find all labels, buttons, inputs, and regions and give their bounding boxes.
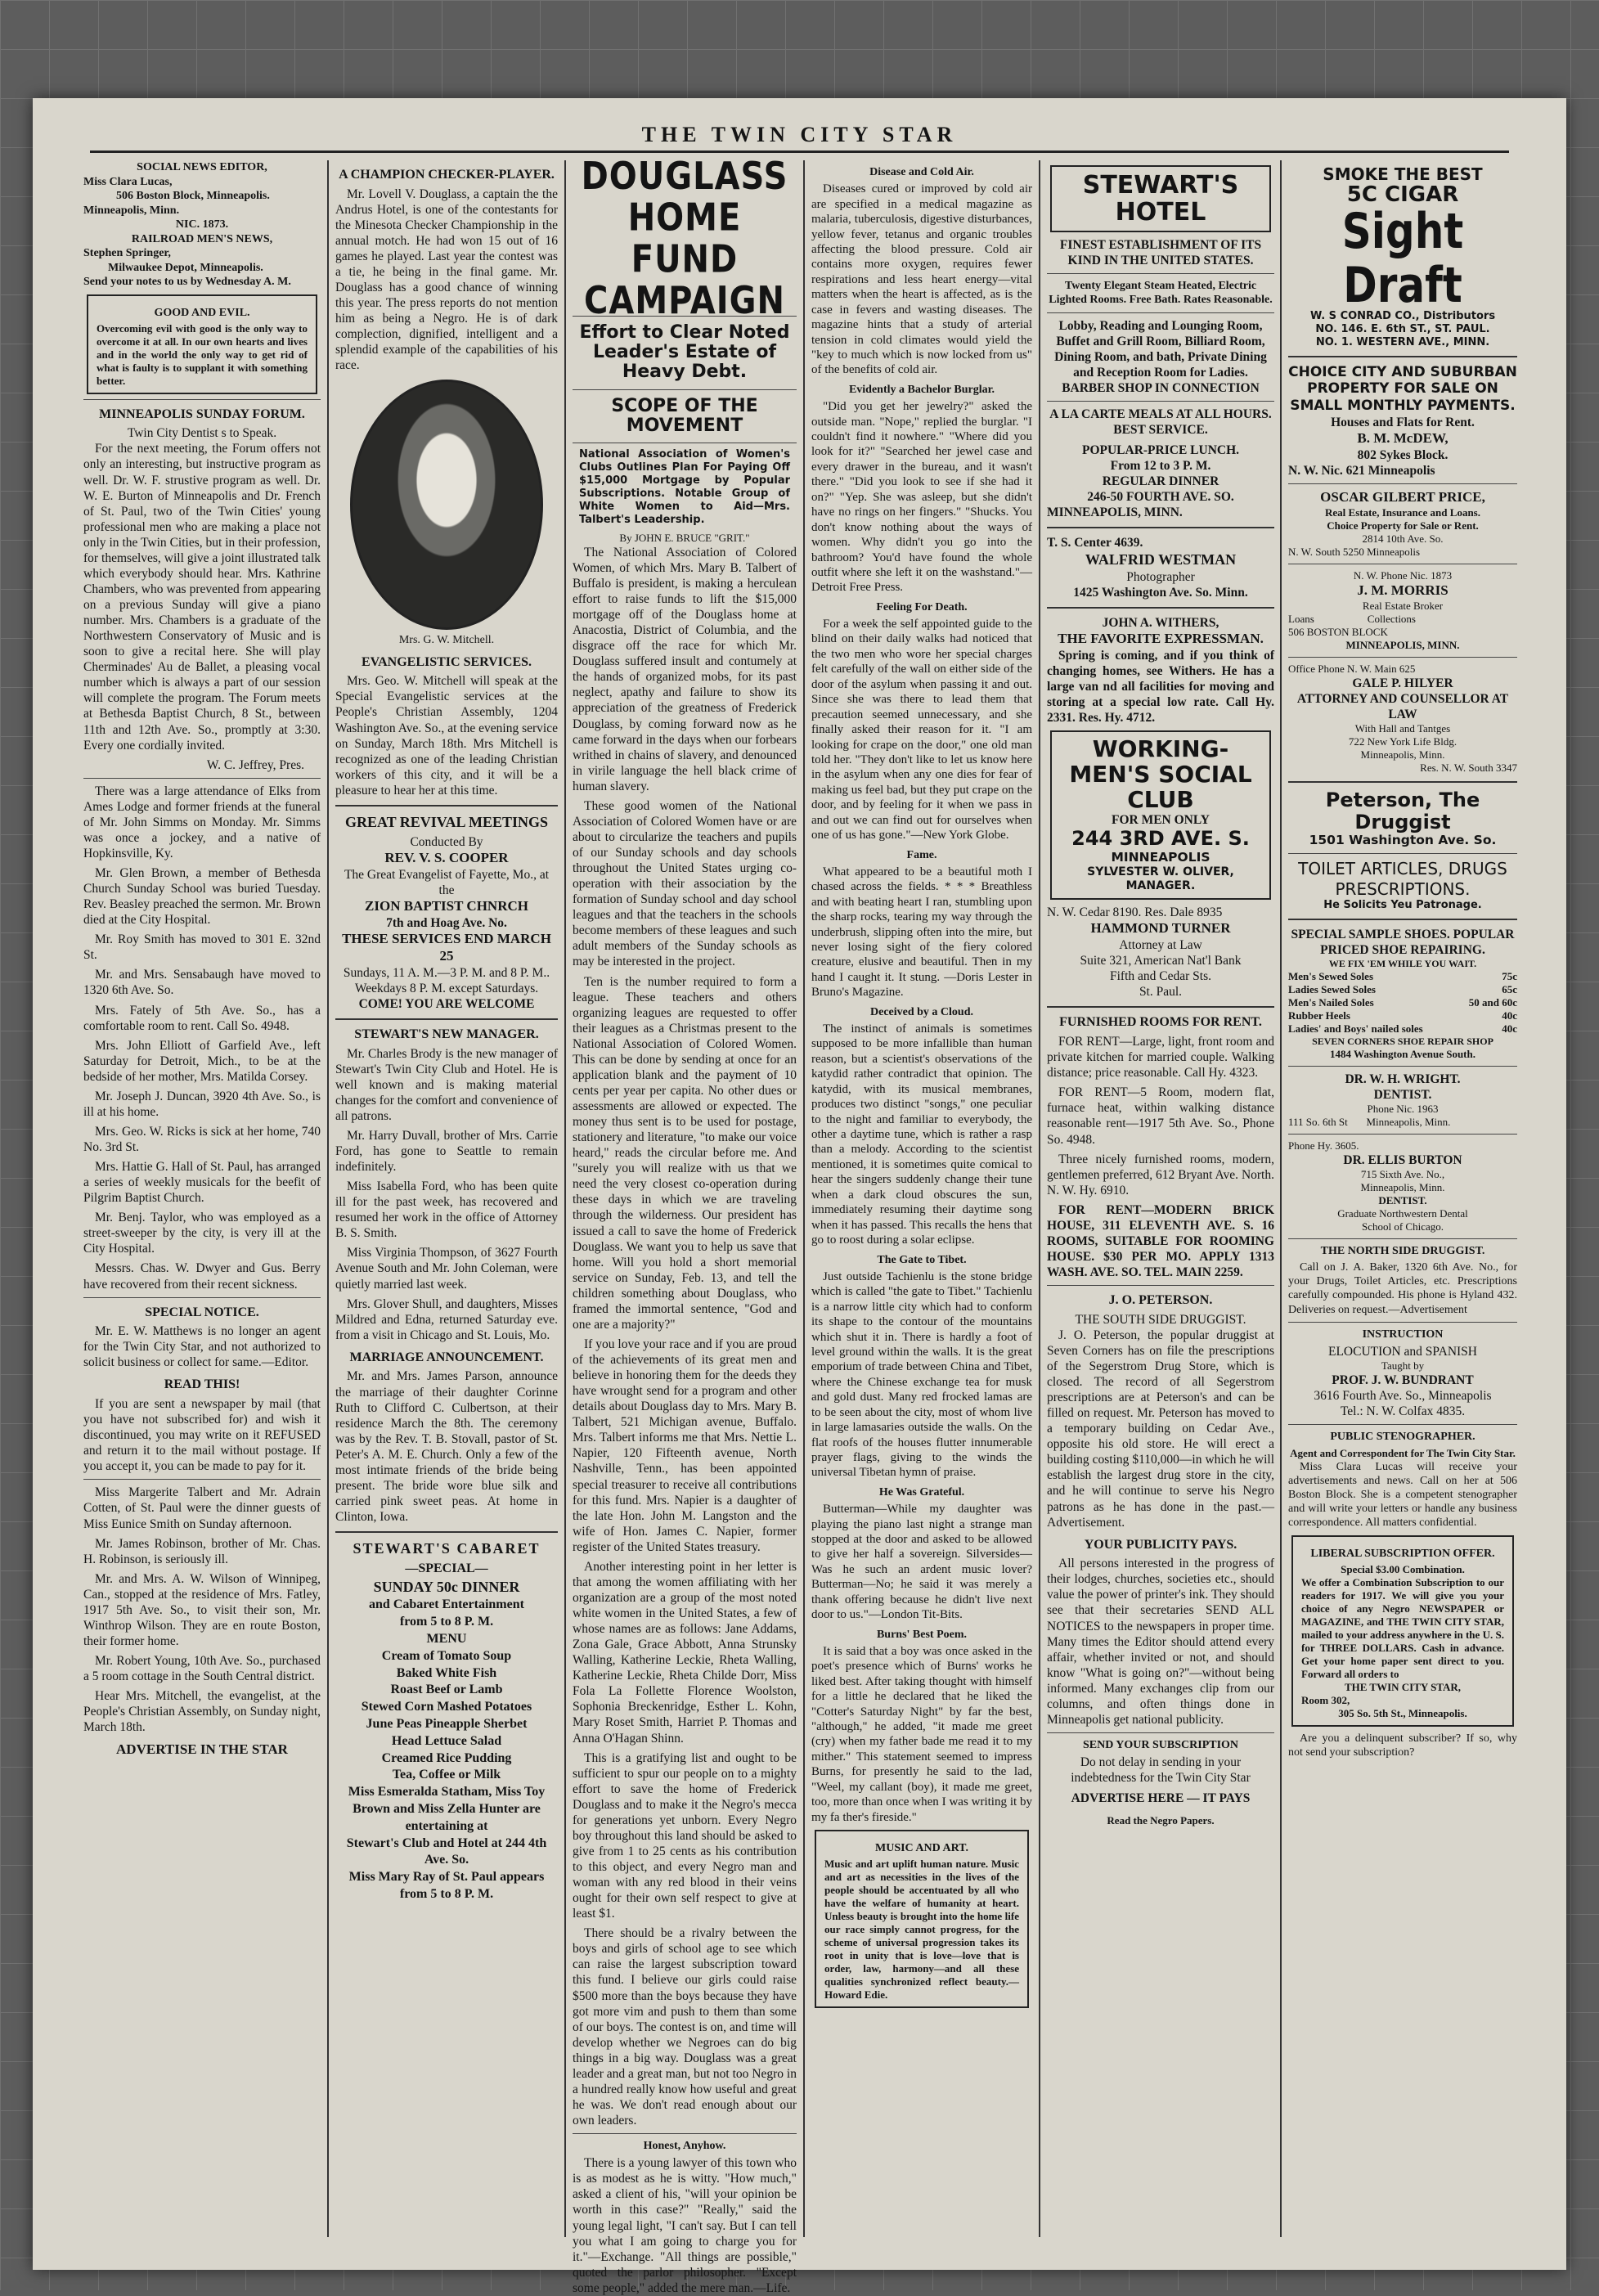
hotel-name: STEWART'S HOTEL [1082, 171, 1239, 227]
editor-line: Minneapolis, Minn. [83, 204, 180, 217]
menu-line: June Peas Pineapple Sherbet [366, 1716, 528, 1731]
price-item: Men's Sewed Soles [1288, 970, 1373, 983]
ad-line: 2814 10th Ave. So. [1362, 532, 1444, 546]
ad-line: 506 BOSTON BLOCK [1288, 626, 1388, 639]
ad-line: NO. 146. E. 6th ST., ST. PAUL. [1315, 322, 1490, 335]
column-rule [803, 160, 805, 2237]
editor-line: Milwaukee Depot, Minneapolis. [108, 261, 263, 274]
ad-line: DENTIST. [1373, 1087, 1432, 1102]
ad-line: FOR MEN ONLY [1112, 813, 1210, 828]
article-text: Butterman—While my daughter was playing the piano last night a strange man stopped at the door and asked to be allowed to give her half a sovereign. Silversides—Was he such an ardent music lover? Butterman—No; he said it was merely a thank offering because he didn't live next door to us."—London Tit-Bits. [811, 1503, 1032, 1622]
ad-title: CHOICE CITY AND SUBURBAN PROPERTY FOR SALE ON SMALL MONTHLY PAYMENTS. [1288, 363, 1517, 415]
ad-line: 305 So. 5th St., Minneapolis. [1338, 1706, 1467, 1719]
editor-line: Send your notes to us by Wednesday A. M. [83, 276, 291, 288]
menu-line: Cream of Tomato Soup [381, 1648, 512, 1663]
ad-line: WALFRID WESTMAN [1085, 551, 1237, 568]
section-title: SPECIAL NOTICE. [145, 1305, 259, 1319]
column-3 [573, 155, 797, 2295]
article-text: J. O. Peterson, the popular druggist at Seven Corners has on file the prescriptions of the Segerstrom Drug Store, which is closed. The record of all Segerstrom prescriptions are at Peterson's and can be filled on request. Mr. Peterson has moved to a temporary building on Cedar Ave., opposite his old store. He will erect a building costing $110,000—in which he will establish the largest drug store in the city, and he will continue to serve his Negro patrons as he has done in the past.—Advertisement. [1047, 1328, 1274, 1530]
ad-line: B. M. McDEW, [1357, 430, 1449, 447]
section-title: J. O. PETERSON. [1108, 1293, 1213, 1308]
ad-line: A LA CARTE MEALS AT ALL HOURS. BEST SERVICE. [1049, 407, 1272, 437]
club-name: WORKING-MEN'S SOCIAL CLUB [1069, 735, 1252, 813]
article-text: Another interesting point in her letter is that among the women affiliating with her organization are a group of the most noted white women in the United States, a few of whose names are as follows: Jane Addams, Zona Gale, Grace Abbott, Anna Strunsky Walling, Katherine Leckie, Rheta Walling, Katherine Leckie, Rheta Childe Dorr, Miss Fola La Follette Florence Woolston, Sophonia Breckenridge, Esther L. Kohn, Mary Roset Smith, Harriet P. Thomas and Anna O'Hagan Shinn. [573, 1559, 797, 1746]
ad-line: N. W. Phone Nic. 1873 [1353, 569, 1453, 582]
news-item: Mr. and Mrs. Sensabaugh have moved to 1320 6th Ave. So. [83, 968, 321, 998]
menu-line: —SPECIAL— [405, 1561, 488, 1576]
column-rule [327, 160, 329, 2237]
hotel-ad [1050, 165, 1271, 232]
editor-line: SOCIAL NEWS EDITOR, [137, 161, 267, 173]
menu-line: Head Lettuce Salad [391, 1733, 502, 1748]
article-text: These good women of the National Association of Colored Women have or are about to circularize the teachers and pupils of our Sunday schools and day schools throughout the United States urging co-operation with their association by the formation of Sunday school and day school leagues and that the teachers in the schools become members of these leagues and such adult members of the Sunday schools as may be interested in the project. [573, 798, 797, 969]
article-text: Mr. Lovell V. Douglass, a captain the the Andrus Hotel, is one of the contestants for the Minesota Checker Championship in the annual motch. He had won 15 out of 16 games he played. Last year the contest was a tie, he being in the final game. Mr. Douglass has a good chance of winning this year. The press reports do not mention him as being a Negro. He is of dark complection, dignified, intelligent and a splendid example of the capabilities of his race. [335, 186, 558, 373]
ad-line: W. S CONRAD CO., Distributors [1309, 309, 1496, 322]
portrait-photo [350, 380, 543, 630]
revival-line: Sundays, 11 A. M.—3 P. M. and 8 P. M.. Weekdays 8 P. M. except Saturdays. [343, 965, 550, 995]
price-row [1288, 983, 1517, 996]
section-title: A CHAMPION CHECKER-PLAYER. [339, 168, 555, 182]
good-evil-box [87, 294, 317, 394]
menu-line: Baked White Fish [396, 1665, 497, 1680]
column-4 [811, 160, 1032, 2237]
ad-line: SEVEN CORNERS SHOE REPAIR SHOP [1312, 1035, 1493, 1047]
column-1 [83, 160, 321, 2237]
ad-line: REGULAR DINNER [1102, 474, 1219, 489]
ad-line: From 12 to 3 P. M. [1110, 459, 1211, 474]
article-text: Just outside Tachienlu is the stone bridge which is called "the gate to Tibet." Tachienlu is a narrow little city which had to conform its shape to the contour of the mountains which shut it in. There is hardly a foot of level ground within the walls. It is the great emporium of trade between China and Tibet, where the Chinese exchange tea for musk and gold dust. Many red frocked lamas are to be seen about the city, most of whom live in large lamasaries outside the walls. On the flat roofs of the houses flutter innumerable prayer flags, giving to the winds the universal Tibetan hymn of praise. [811, 1269, 1032, 1480]
ad-line: Choice Property for Sale or Rent. [1327, 519, 1479, 532]
column-rule [1039, 160, 1040, 2237]
ad-line: T. S. Center 4639. [1047, 536, 1143, 550]
menu-line: Tea, Coffee or Milk [392, 1768, 501, 1782]
price-value: 75c [1502, 970, 1517, 983]
section-title: INSTRUCTION [1362, 1328, 1444, 1341]
section-title: GOOD AND EVIL. [154, 306, 250, 319]
article-text: This is a gratifying list and ought to be sufficient to spur our people on to a mighty effort to save the home of Frederick Douglass and to make it the Negro's mecca for generations yet unborn. Every Negro boy throughout this land should be asked to give from 1 to 25 cents as his contribution to this object, and every Negro man and woman with any red blood in their veins ought for their own self respect to give at least $1. [573, 1750, 797, 1921]
editor-line: NIC. 1873. [175, 218, 229, 231]
revival-line: 7th and Hoag Ave. No. [386, 915, 507, 930]
advertise-footer: ADVERTISE IN THE STAR [116, 1741, 288, 1758]
news-item: Mrs. Glover Shull, and daughters, Misses Mildred and Edna, returned Saturday eve. from a visit in Chicago and St. Louis, Mo. [335, 1296, 558, 1342]
news-item: Mrs. John Elliott of Garfield Ave., left Saturday for Detroit, Mich., to be at the bedside of her mother, Mrs. Matilda Corsey. [83, 1038, 321, 1084]
newspaper-page [33, 98, 1566, 2295]
ad-line: MINNEAPOLIS, MINN. [1345, 639, 1460, 652]
section-title: Feeling For Death. [876, 600, 968, 613]
price-row [1288, 1009, 1517, 1022]
news-item: Mr. Glen Brown, a member of Bethesda Church Sunday School was buried Tuesday. Rev. Beasley preached the sermon. Mr. Brown died at the City Hospital. [83, 866, 321, 928]
section-title: Deceived by a Cloud. [870, 1005, 973, 1018]
section-title: EVANGELISTIC SERVICES. [361, 654, 532, 669]
revival-line: REV. V. S. COOPER [384, 850, 509, 865]
section-title: THE NORTH SIDE DRUGGIST. [1320, 1244, 1485, 1257]
ad-line: MINNEAPOLIS [1111, 849, 1210, 865]
price-row [1288, 970, 1517, 983]
ad-line: SYLVESTER W. OLIVER, [1087, 865, 1234, 878]
price-row [1288, 1022, 1517, 1036]
ad-line: 1501 Washington Ave. So. [1309, 832, 1497, 847]
news-item: Hear Mrs. Mitchell, the evangelist, at the People's Christian Assembly, on Sunday night, March 18th. [83, 1689, 321, 1735]
ad-line: GALE P. HILYER [1352, 676, 1453, 691]
menu-line: Creamed Rice Pudding [381, 1750, 512, 1765]
menu-line: MENU [426, 1632, 467, 1646]
news-item: Mr. Roy Smith has moved to 301 E. 32nd St. [83, 932, 321, 963]
menu-line: and Cabaret Entertainment [369, 1597, 524, 1612]
ad-line: 1484 Washington Avenue South. [1330, 1047, 1475, 1060]
ad-line: Attorney at Law [1119, 938, 1202, 953]
news-item: Mrs. Fately of 5th Ave. So., has a comfortable room to rent. Call So. 4948. [83, 1003, 321, 1033]
price-item: Ladies Sewed Soles [1288, 983, 1376, 996]
article-text: Mrs. Geo. W. Mitchell will speak at the Special Evangelistic services at the People's Christian Assembly, 1204 Washington Ave. So., at the evening service on Sunday, March 18th. Mrs Mitchell is recognized as one of the leading Christian workers of this city, and it will be a pleasure to hear her at this time. [335, 674, 558, 798]
classified: FOR RENT—MODERN BRICK HOUSE, 311 ELEVENTH AVE. S. 16 ROOMS, SUITABLE FOR ROOMING HOUSE. $30 PER MO. APPLY 1313 WASH. AVE. SO. TEL. MAIN 2259. [1047, 1202, 1274, 1280]
ad-line: 246-50 FOURTH AVE. SO. [1087, 490, 1234, 505]
ad-line: 802 Sykes Block. [1357, 448, 1449, 463]
section-title: FURNISHED ROOMS FOR RENT. [1059, 1015, 1262, 1030]
article-text: All persons interested in the progress of their lodges, churches, societies etc., should value the power of printer's ink. They should see that their secretaries SEND ALL NOTICES to the newspapers in proper time. Many times the Editor should attend every affair, whether invited or not, and should know "What is going on?"—without being informed. Many exchanges clip from our columns, and often things done in Minneapolis get national publicity. [1047, 1557, 1275, 1727]
article-text: There should be a rivalry between the boys and girls of school age to see which can raise the largest subscription toward this fund. I believe our girls could raise $500 more than the boys because they have got more vim and push to them than some of our boys. The contest is on, and time will develop whether we Negroes can do big things in a big way. Douglass was a great leader and a great man, but not too Negro in a hundred really know how useful and great he was. We don't read enough about our own leaders. [573, 1926, 797, 2128]
ad-line: MANAGER. [1125, 879, 1196, 893]
news-item: Miss Margerite Talbert and Mr. Adrain Cotten, of St. Paul were the dinner guests of Miss Eunice Smith on Sunday afternoon. [83, 1485, 321, 1531]
price-value: 65c [1502, 983, 1517, 996]
section-title: MUSIC AND ART. [875, 1842, 968, 1855]
editor-line: Stephen Springer, [83, 247, 171, 259]
section-title: PUBLIC STENOGRAPHER. [1330, 1431, 1475, 1444]
news-item: Messrs. Chas. W. Dwyer and Gus. Berry have recovered from their recent sickness. [83, 1261, 321, 1292]
revival-line: ZION BAPTIST CHNRCH [365, 898, 528, 914]
ad-line: 111 So. 6th St Minneapolis, Minn. [1288, 1115, 1451, 1128]
ad-line: 1425 Washington Ave. So. Minn. [1073, 585, 1248, 600]
menu-line: Stewed Corn Mashed Potatoes [361, 1700, 532, 1714]
ad-line: Do not delay in sending in your indebtedness for the Twin City Star [1071, 1755, 1251, 1786]
ad-line: Read the Negro Papers. [1107, 1814, 1215, 1827]
article-text: Ten is the number required to form a league. These teachers and others organizing leagues are requested to offer their leagues as a Christmas present to the National Association of Colored Women. This can be done by sending at once for an application blank and the payment of 10 cents per year per capita. No other dues or assessments are allowed or expected. The money thus sent is to be used for postage, stationery and literature, "to make our voice heard," reads the circular before me. And "surely you will realize with us that we need the very closest co-operation during these days in which we are traveling through the wilderness. Our president has issued a call to save the home of Frederick Douglass. We want you to help us save that home. Will you hold a short memorial service on Sunday, Feb. 13, and tell the children something about Douglass, who framed the immortal sentence, "God and one are a majority?" [573, 974, 797, 1332]
ad-line: St. Paul. [1139, 985, 1183, 1000]
ad-line: Room 302, [1301, 1693, 1350, 1706]
photo-caption: Mrs. G. W. Mitchell. [398, 634, 495, 647]
ad-line: Phone Nic. 1963 [1367, 1102, 1439, 1115]
price-item: Ladies' and Boys' nailed soles [1288, 1022, 1423, 1035]
editor-line: 506 Boston Block, Minneapolis. [116, 190, 270, 202]
price-item: Rubber Heels [1288, 1009, 1350, 1022]
menu-line: from 5 to 8 P. M. [399, 1615, 494, 1629]
news-item: Mr. and Mrs. A. W. Wilson of Winnipeg, Can., stopped at the residence of Mrs. Fatley, 1917 5th Ave. So., to visit their son, Mr. Winthrop Wilson. They are en route Boston, their former home. [83, 1571, 321, 1648]
ad-line: 244 3RD AVE. S. [1071, 827, 1250, 851]
ad-line: DENTIST. [1378, 1193, 1427, 1206]
headline: DOUGLASS HOME FUND CAMPAIGN [581, 155, 788, 323]
masthead-rule [90, 151, 1509, 153]
menu-line: SUNDAY 50c DINNER [373, 1579, 520, 1596]
ad-line: THE FAVORITE EXPRESSMAN. [1058, 630, 1264, 646]
ad-line: Twenty Elegant Steam Heated, Electric Lighted Rooms. Free Bath. Rates Reasonable. [1049, 280, 1273, 307]
section-title: MARRIAGE ANNOUNCEMENT. [349, 1350, 544, 1364]
article-text: For a week the self appointed guide to the blind on their daily walks had noticed that the two men who wore her special charges felt carefully of the wall on either side of the door of the asylum when passing it and out. Since she was there to lead them that precaution seemed unnecessary, and she finally asked their reason for it. "I am looking for crape on the door," one old man told her. "They don't like to let us know here in the asylum when any one dies for fear of making us feel bad, but they put crape on the door, and by feeling for it when we pass in and out we can find out for ourselves when one of us has gone."—New York Globe. [811, 618, 1032, 842]
column-5 [1047, 160, 1274, 2237]
menu-line: Miss Esmeralda Statham, Miss Toy Brown and Miss Zella Hunter are entertaining at [348, 1785, 546, 1833]
menu-line: Roast Beef or Lamb [390, 1683, 503, 1697]
section-title: LIBERAL SUBSCRIPTION OFFER. [1310, 1547, 1495, 1560]
subscription-offer-box [1291, 1535, 1514, 1727]
price-value: 40c [1502, 1009, 1517, 1022]
section-title: GREAT REVIVAL MEETINGS [344, 813, 549, 830]
ad-line: N. W. South 5250 Minneapolis [1288, 546, 1421, 559]
section-title: Burns' Best Poem. [876, 1628, 968, 1641]
news-item: Miss Isabella Ford, who has been quite ill for the past week, has recovered and resumed her work in the office of Attorney B. S. Smith. [335, 1179, 558, 1241]
ad-line: Minneapolis, Minn. [1360, 748, 1445, 762]
classified: Three nicely furnished rooms, modern, gentlemen preferred, 612 Bryant Ave. North. N. W. Hy. 6910. [1047, 1152, 1274, 1197]
ad-line: Photographer [1126, 569, 1195, 584]
ad-title: Peterson, The Druggist [1325, 789, 1480, 833]
article-summary: National Association of Women's Clubs Outlines Plan For Paying Off $15,000 Mortgage by Popular Subscriptions. Notable Group of White Women to Aid—Mrs. Talbert's Leadership. [579, 447, 790, 526]
section-text: We offer a Combination Subscription to our readers for 1917. We will give you your choice of any Negro NEWSPAPER or MAGAZINE, and THE TWIN CITY STAR, mailed to your address anywhere in the U. S. for THREE DOLLARS. Cash in advance. Get your home paper sent direct to you. Forward all orders to [1301, 1575, 1504, 1680]
ad-line: Fifth and Cedar Sts. [1110, 969, 1211, 984]
cabaret-menu [335, 1561, 558, 1903]
section-title: He Was Grateful. [878, 1485, 965, 1498]
section-subtitle: Twin City Dentist s to Speak. [127, 426, 277, 441]
ad-line: Office Phone N. W. Main 625 [1288, 663, 1416, 676]
article-text: There is a young lawyer of this town who is as modest as he is witty. "How much," asked a client of his, "will your opinion be worth in this case?" "Really," said the young legal light, "I can't say. But I can tell you what I am going to charge you for it."—Exchange. "All things are possible," quoted the parlor philosopher. "Except some people," added the mere man.—Life. [573, 2156, 797, 2295]
section-title: YOUR PUBLICITY PAYS. [1084, 1537, 1237, 1552]
ad-line: Suite 321, American Nat'l Bank [1080, 954, 1242, 968]
cigar-brand: Sight Draft [1341, 202, 1464, 313]
section-title: READ THIS! [164, 1377, 240, 1392]
ad-line: BARBER SHOP IN CONNECTION [1062, 380, 1260, 395]
ad-line: Lobby, Reading and Lounging Room, Buffet and Grill Room, Billiard Room, Dining Room, and bath, Private Dining and Reception Room for Ladies. [1054, 318, 1267, 380]
ad-line: SMOKE THE BEST [1323, 164, 1483, 184]
price-item: Men's Nailed Soles [1288, 996, 1374, 1009]
news-item: Mr. James Robinson, brother of Mr. Chas. H. Robinson, is seriously ill. [83, 1536, 321, 1566]
ad-line: 3616 Fourth Ave. So., Minneapolis [1314, 1389, 1492, 1404]
ad-line: THE TWIN CITY STAR, [1344, 1680, 1462, 1693]
column-rule [564, 160, 566, 2237]
club-ad [1050, 730, 1271, 900]
section-title: STEWART'S CABARET [353, 1540, 541, 1557]
ad-line: WE FIX 'EM WHILE YOU WAIT. [1328, 958, 1477, 970]
article-text: Mr. Charles Brody is the new manager of Stewart's Twin City Club and Hotel. He is well known and is making material changes for the comfort and convenience of all patrons. [335, 1046, 558, 1123]
section-title: The Gate to Tibet. [877, 1253, 967, 1266]
news-item: Mrs. Geo. W. Ricks is sick at her home, 740 No. 3rd St. [83, 1124, 321, 1154]
ad-line: Graduate Northwestern Dental [1337, 1206, 1468, 1220]
ad-line: Houses and Flats for Rent. [1331, 416, 1475, 430]
section-title: Honest, Anyhow. [643, 2140, 726, 2153]
section-title: Evidently a Bachelor Burglar. [848, 383, 995, 396]
price-row [1288, 996, 1517, 1009]
ad-line: 715 Sixth Ave. No., [1360, 1167, 1445, 1180]
classified: FOR RENT—Large, light, front room and private kitchen for married couple. Walking distance; price reasonable. Call Hy. 4323. [1047, 1035, 1274, 1081]
article-text: If you love your race and if you are proud of the achievements of its great men and believe in honoring them for the deeds they have wrought send for a program and other details about Douglass day to Mrs. Mary B. Talbert, 521 Michigan avenue, Buffalo. Mrs. Talbert informs me that Mrs. Nettie L. Napier, 120 Fifteenth avenue, North Nashville, Tenn., has been appointed special treasurer to receive all contributions for this fund. Mrs. Napier is a daughter of the late Hon. John M. Langston and the wife of Hon. James C. Napier, former register of the United States treasury. [573, 1337, 797, 1554]
section-title: STEWART'S NEW MANAGER. [354, 1027, 539, 1041]
section-title: Disease and Cold Air. [869, 166, 974, 178]
section-subtitle: Special $3.00 Combination. [1341, 1562, 1465, 1575]
section-text: Overcoming evil with good is the only way to overcome it at all. In our own hearts and lives and in the world the only way to get rid of what is faulty is to supplant it with something better. [97, 321, 308, 387]
ad-line: Loans Collections [1288, 613, 1416, 626]
classified: FOR RENT—5 Room, modern flat, furnace heat, within walking distance reasonable rent—1917 5th Ave. So., Phone So. 4948. [1047, 1085, 1274, 1147]
ad-line: He Solicits Yeu Patronage. [1323, 899, 1482, 912]
ad-line: Minneapolis, Minn. [1360, 1180, 1445, 1193]
editor-line: RAILROAD MEN'S NEWS, [131, 232, 273, 245]
menu-line: Stewart's Club and Hotel at 244 4th Ave. So. [346, 1835, 547, 1867]
news-item: Mr. E. W. Matthews is no longer an agent for the Twin City Star, and not authorized to solicit business or collect for same.—Editor. [83, 1324, 321, 1370]
price-value: 40c [1502, 1022, 1517, 1035]
section-title: SEND YOUR SUBSCRIPTION [1082, 1738, 1239, 1751]
news-item: There was a large attendance of Elks from Ames Lodge and former friends at the funeral of Mr. John Simms on Monday. Mr. Simms was once a jockey, and a native of Hopkinsville, Ky. [83, 784, 321, 860]
section-subtitle: Agent and Correspondent for The Twin City Star. [1290, 1446, 1516, 1459]
ad-line: School of Chicago. [1361, 1220, 1444, 1233]
ad-line: ELOCUTION and SPANISH [1328, 1345, 1477, 1359]
article-text: It is said that a boy was once asked in the poet's presence which of Burns' works he liked best. After taking thought with himself for a little he declared that he liked the "Cotter's Saturday Night" by far the best, "although," he added, "it made me greet (cry) when my father bade me read it to my mither." This statement seemed to impress Burns, for presently he said to the lad, "Weel, my callant (boy), it made me greet, too, more than once when I was writing it by my fa ther's fireside." [811, 1644, 1032, 1824]
music-art-box [815, 1830, 1029, 2008]
ad-line: FINEST ESTABLISHMENT OF ITS KIND IN THE UNITED STATES. [1059, 238, 1262, 268]
price-value: 50 and 60c [1468, 996, 1517, 1009]
column-2 [335, 160, 558, 2237]
news-item: Mr. Joseph J. Duncan, 3920 4th Ave. So., is ill at his home. [83, 1089, 321, 1119]
section-text: Music and art uplift human nature. Music and art as necessities in the lives of the people should be accentuated by all who have the welfare of humanity at heart. Unless beauty is brought into the home life our race simply cannot progress, for the scheme of universal progression takes its root in unity that is love—love that is order, law, harmony—and all these qualities synchronized reflect beauty.—Howard Edie. [824, 1858, 1019, 2002]
news-item: Mr. Robert Young, 10th Ave. So., purchased a 5 room cottage in the South Central district. [83, 1654, 321, 1684]
section-title: MINNEAPOLIS SUNDAY FORUM. [99, 407, 305, 421]
ad-line: Taught by [1381, 1359, 1425, 1373]
ad-line: Tel.: N. W. Colfax 4835. [1340, 1404, 1466, 1419]
revival-line: The Great Evangelist of Fayette, Mo., at the [344, 867, 550, 897]
revival-line: THESE SERVICES END MARCH 25 [342, 931, 551, 964]
ad-line: Res. N. W. South 3347 [1420, 762, 1517, 775]
ad-line: ADVERTISE HERE — IT PAYS [1071, 1791, 1251, 1806]
ad-line: JOHN A. WITHERS, [1102, 615, 1219, 630]
news-item: If you are sent a newspaper by mail (that you have not subscribed for) and wish it discontinued, you may write on it REFUSED and return it to the mail without postage. If you accept it, you can be made to pay for it. [83, 1397, 321, 1474]
revival-line: Conducted By [410, 834, 483, 849]
article-text: Diseases cured or improved by cold air are specified in a medical magazine as malaria, tuberculosis, digestive disturbances, yellow fever, tetanus and organic troubles affecting the blood pressure. Cold air contains more oxygen, requires fewer respirations and less heart energy—vital matters when the heart is affected, as is the case in fevers and wasting diseases. The magazine hints that a study of arterial tension in cold climates would yield the "key to much which is now locked from us" of the benefits of cold air. [811, 182, 1032, 377]
ad-line: TOILET ARTICLES, DRUGS PRESCRIPTIONS. [1298, 858, 1507, 899]
article-text: Are you a delinquent subscriber? If so, why not send your subscription? [1288, 1732, 1517, 1759]
editor-line: Miss Clara Lucas, [83, 175, 173, 188]
article-text: The National Association of Colored Women, of which Mrs. Mary B. Talbert of Buffalo is president, is making a herculean effort to raise funds to lift the $15,000 mortgage off of the Douglass home at Anacostia, District of Columbia, and the disgrace off the race for which Mr. Douglass suffered insult and contumely at the hands of organized mobs, for its past neglect, apathy and failure to show its appreciation of the greatness of Frederick Douglass, by coming forward now as he came forward in the days when our forbears writhed in chains of slavery, and denounced in virile language the hell black crime of human slavery. [573, 545, 797, 793]
revival-line: COME! YOU ARE WELCOME [358, 996, 535, 1011]
ad-line: POPULAR-PRICE LUNCH. [1081, 443, 1240, 457]
ad-text: Spring is coming, and if you think of changing homes, see Withers. He has a large van nd all facilities for moving and storing at a special low rate. Call Hy. 2331. Res. Hy. 4712. [1047, 648, 1274, 725]
ad-line: Real Estate Broker [1362, 600, 1444, 613]
article-text: Miss Clara Lucas will receive your advertisements and news. Call on her at 506 Boston Block. She is a competent stenographer and will write your letters or handle any business correspondence. All matters confidential. [1288, 1460, 1517, 1530]
ad-line: J. M. MORRIS [1357, 582, 1449, 599]
ad-line: DR. ELLIS BURTON [1343, 1152, 1462, 1167]
ad-line: N. W. Cedar 8190. Res. Dale 8935 [1047, 905, 1223, 920]
column-6 [1288, 160, 1517, 2237]
ad-line: With Hall and Tantges [1354, 722, 1451, 735]
ad-line: HAMMOND TURNER [1090, 920, 1231, 937]
news-item: Mrs. Hattie G. Hall of St. Paul, has arranged a series of weekly musicals for the beefit of Pilgrim Baptist Church. [83, 1160, 321, 1206]
ad-line: ATTORNEY AND COUNSELLOR AT LAW [1296, 692, 1509, 722]
news-item: Mr. Benj. Taylor, who was employed as a street-sweeper by the city, is very ill at the City Hospital. [83, 1211, 321, 1256]
ad-line: 5C CIGAR [1346, 182, 1459, 207]
signature: W. C. Jeffrey, Pres. [206, 757, 304, 772]
ad-line: MINNEAPOLIS, MINN. [1047, 505, 1183, 520]
article-text: Call on J. A. Baker, 1320 6th Ave. No., for your Drugs, Toilet Articles, etc. Prescriptions carefully compounded. His phone is Hyland 432. Deliveries on request.—Advertisement [1288, 1260, 1517, 1316]
ad-line: N. W. Nic. 621 Minneapolis [1288, 464, 1435, 479]
article-text: The instinct of animals is sometimes supposed to be more infallible than human reason, but a scientist's observations of the katydid rather contradict that opinion. The katydid, with its musical membranes, produces two distinct "songs," one peculiar to the night and familiar to everybody, the other a daytime tune, which is rather a rasp than a melody. According to the scientist mentioned, it is sometimes quite comical to hear the singers suddenly change their tune when a dark cloud obscures the sun, immediately resuming their daytime song when it has passed. This recalls the hens that go to roost during a solar eclipse. [811, 1022, 1032, 1247]
news-item: Mr. Harry Duvall, brother of Mrs. Carrie Ford, has gone to Seattle to remain indefinitely. [335, 1128, 558, 1175]
article-text: "Did you get her jewelry?" asked the outside man. "Nope," replied the burglar. "I couldn't find it nowhere." "Where did you look for it?" "Searched her jewel case and every drawer in the bureau, and it wasn't there." "Did you look to see if she had it on?" "Yep. She was asleep, but she didn't have no rings on her fingers." "Shucks. You don't know nothing about the ways of women. Why didn't you go into the bathroom? You'd have found the whole outfit where she left it on the washstand."—Detroit Free Press. [811, 400, 1032, 595]
ad-line: DR. W. H. WRIGHT. [1345, 1072, 1461, 1086]
headline-deck: Effort to Clear Noted Leader's Estate of Heavy Debt. [579, 322, 790, 383]
ad-line: 722 New York Life Bldg. [1348, 735, 1458, 748]
masthead: THE TWIN CITY STAR [641, 123, 958, 146]
column-rule [1280, 160, 1282, 2237]
headline-deck: SCOPE OF THE MOVEMENT [611, 395, 758, 436]
byline: By JOHN E. BRUCE "GRIT." [619, 531, 750, 544]
section-subtitle: THE SOUTH SIDE DRUGGIST. [1075, 1312, 1246, 1327]
menu-line: Miss Mary Ray of St. Paul appears from 5 to 8 P. M. [348, 1870, 545, 1901]
section-title: Fame. [906, 848, 937, 861]
article-text: What appeared to be a beautiful moth I chased across the fields. * * * Breathless and with beating heart I ran, stumbling upon the sharp rocks, tearing my way through the underbrush, slipping often into the mire, but never losing sight of the fiery colored creature, elusive and beautiful. Then in my hand I caught it. It stung. —Doris Lester in Bruno's Magazine. [811, 865, 1032, 1000]
article-text: For the next meeting, the Forum offers not only an interesting, but instructive program as well. Dr. W. F. strustive program as well. Dr. W. E. Burton of Minneapolis and Dr. French of St. Paul, two of the Twin Cities' young professional men who are making a place not only in the Twin Cities, but in their profession, for themselves, will give a joint illustrated talk which everybody should hear. Mrs. Kathrine Chambers, who was prevented from appearing on a previous Sunday will give a piano number. Mrs. Chambers is a graduate of the Northwestern Conservatory of Music and is soon to give a recital here. She will play Cherminades' Au de Ballet, a pleasing vocal number which is always a part of our session will complete the program. The Forum meets at Bethesda Baptist Church, 8 St., between 11th and 12th Ave. So., promptly at 3:30. Every one cordially invited. [83, 442, 321, 753]
ad-line: OSCAR GILBERT PRICE, [1320, 489, 1485, 505]
ad-line: NO. 1. WESTERN AVE., MINN. [1315, 335, 1490, 348]
ad-line: Phone Hy. 3605. [1288, 1139, 1359, 1152]
ad-title: SPECIAL SAMPLE SHOES. POPULAR PRICED SHOE REPAIRING. [1291, 928, 1515, 958]
ad-line: PROF. J. W. BUNDRANT [1332, 1373, 1474, 1388]
ad-line: Real Estate, Insurance and Loans. [1325, 506, 1480, 519]
news-item: Miss Virginia Thompson, of 3627 Fourth Avenue South and Mr. John Coleman, were quietly married last week. [335, 1246, 558, 1292]
article-text: Mr. and Mrs. James Parson, announce the marriage of their daughter Corinne Ruth to Clifford C. Culbertson, at their residence March the 8th. The ceremony was by the Rev. T. B. Stovall, pastor of St. Peter's A. M. E. Church. Only a few of the most intimate friends of the bride being present. The bride wore blue silk and carried pink sweet peas. At home in Clinton, Iowa. [335, 1369, 558, 1525]
